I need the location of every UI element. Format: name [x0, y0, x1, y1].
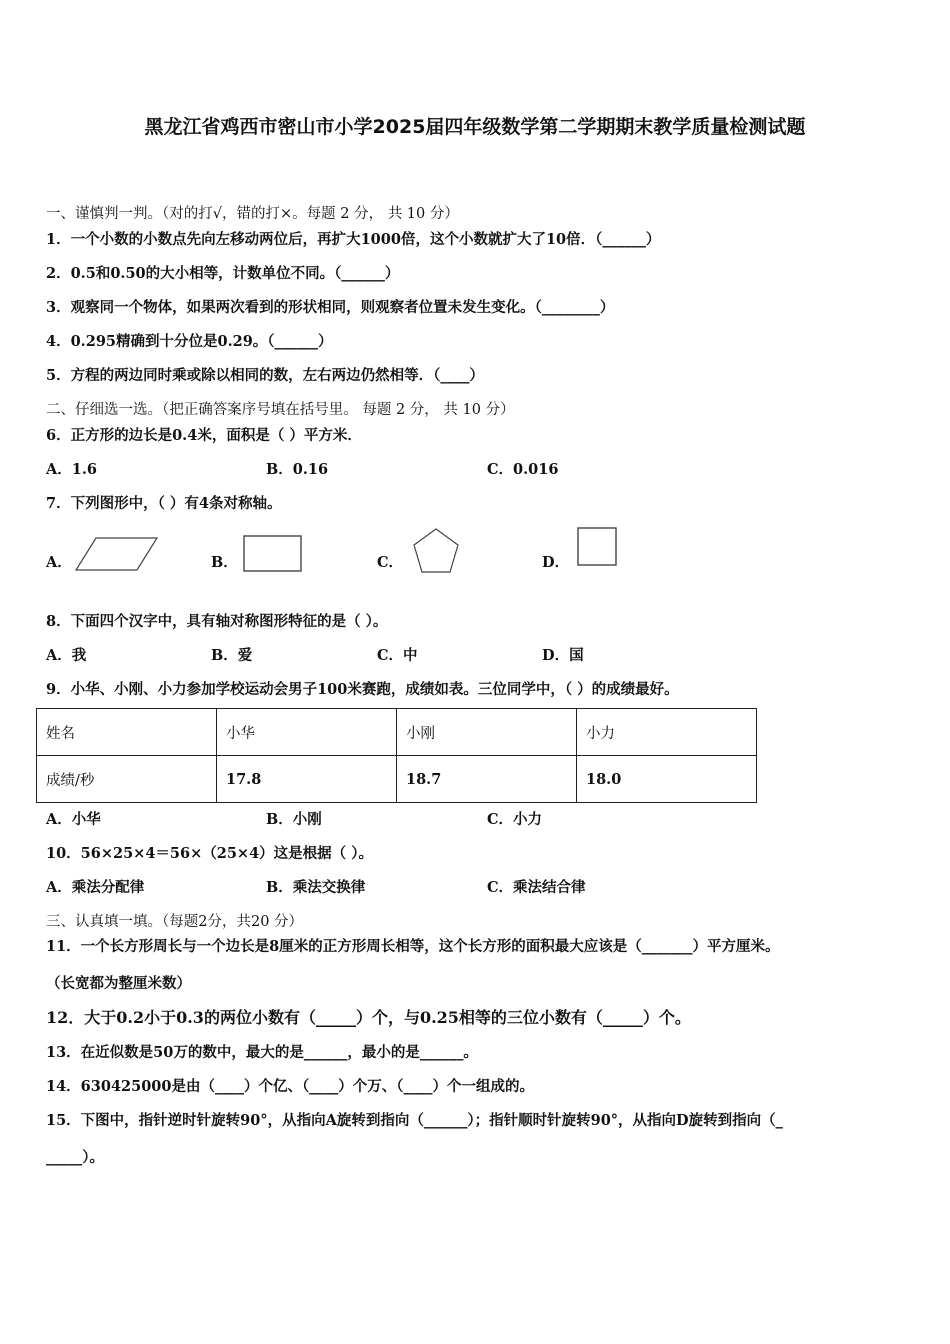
parallelogram-figure	[74, 535, 160, 573]
question-7: 7．下列图形中，（ ）有4条对称轴。	[46, 495, 282, 512]
question-8: 8．下面四个汉字中，具有轴对称图形特征的是（ ）。	[46, 613, 388, 630]
q9-option-a: A．小华	[46, 811, 101, 828]
q6-option-c: C．0.016	[487, 461, 559, 478]
question-10: 10．56×25×4＝56×（25×4）这是根据（ ）。	[46, 845, 373, 862]
race-results-table	[36, 708, 757, 803]
q8-option-d: D．国	[542, 647, 584, 664]
question-6: 6．正方形的边长是0.4米，面积是（ ）平方米．	[46, 427, 362, 444]
q9-option-c: C．小力	[487, 811, 543, 828]
question-4: 4．0.295精确到十分位是0.29。（______）	[46, 333, 333, 350]
question-13: 13．在近似数是50万的数中，最大的是______，最小的是______。	[46, 1044, 478, 1061]
q10-option-b: B．乘法交换律	[266, 879, 366, 896]
table-cell: 成绩/秒	[37, 756, 217, 803]
q8-option-a: A．我	[46, 647, 87, 664]
section-1-heading: 一、谨慎判一判。（对的打√，错的打×。每题 2 分， 共 10 分）	[46, 206, 459, 222]
question-15-continued: _____）。	[46, 1149, 104, 1166]
table-cell: 小刚	[397, 709, 577, 756]
q7-option-b: B．	[211, 554, 238, 571]
table-cell: 18.0	[577, 756, 757, 803]
q7-option-c: C．	[377, 554, 404, 571]
q7-option-d: D．	[542, 554, 570, 571]
section-2-heading: 二、仔细选一选。（把正确答案序号填在括号里。 每题 2 分， 共 10 分）	[46, 402, 515, 418]
table-cell: 17.8	[217, 756, 397, 803]
table-cell: 小华	[217, 709, 397, 756]
question-12: 12．大于0.2小于0.3的两位小数有（_____）个，与0.25相等的三位小数有（_____）个。	[46, 1008, 691, 1027]
q7-option-a: A．	[46, 554, 72, 571]
q8-option-b: B．爱	[211, 647, 253, 664]
table-cell: 小力	[577, 709, 757, 756]
question-5: 5．方程的两边同时乘或除以相同的数，左右两边仍然相等．（____）	[46, 367, 484, 384]
q6-option-a: A．1.6	[46, 461, 97, 478]
question-11: 11．一个长方形周长与一个边长是8厘米的正方形周长相等，这个长方形的面积最大应该是（_______）平方厘米。	[46, 938, 780, 955]
q10-option-c: C．乘法结合律	[487, 879, 586, 896]
rectangle-figure	[242, 534, 304, 574]
table-cell: 姓名	[37, 709, 217, 756]
question-15: 15．下图中，指针逆时针旋转90°，从指向A旋转到指向（______）；指针顺时针旋转90°，从指向D旋转到指向（_	[46, 1112, 783, 1129]
question-11-note: （长宽都为整厘米数）	[46, 975, 191, 992]
square-figure	[576, 526, 620, 568]
question-1: 1．一个小数的小数点先向左移动两位后，再扩大1000倍，这个小数就扩大了10倍．（______）	[46, 231, 661, 248]
table-row	[37, 709, 757, 756]
q6-option-b: B．0.16	[266, 461, 329, 478]
q10-option-a: A．乘法分配律	[46, 879, 145, 896]
q8-option-c: C．中	[377, 647, 418, 664]
page-title: 黑龙江省鸡西市密山市小学2025届四年级数学第二学期期末教学质量检测试题	[144, 116, 806, 138]
question-2: 2．0.5和0.50的大小相等，计数单位不同。（______）	[46, 265, 400, 282]
question-14: 14．630425000是由（____）个亿、（____）个万、（____）个一组成的。	[46, 1078, 534, 1095]
table-cell: 18.7	[397, 756, 577, 803]
pentagon-figure	[410, 526, 462, 576]
question-3: 3．观察同一个物体，如果两次看到的形状相同，则观察者位置未发生变化。（________）	[46, 299, 615, 316]
table-row	[37, 756, 757, 803]
q9-option-b: B．小刚	[266, 811, 322, 828]
section-3-heading: 三、认真填一填。（每题2分，共20 分）	[46, 914, 304, 930]
question-9: 9．小华、小刚、小力参加学校运动会男子100米赛跑，成绩如表。三位同学中，（ ）的成绩最好。	[46, 681, 679, 698]
